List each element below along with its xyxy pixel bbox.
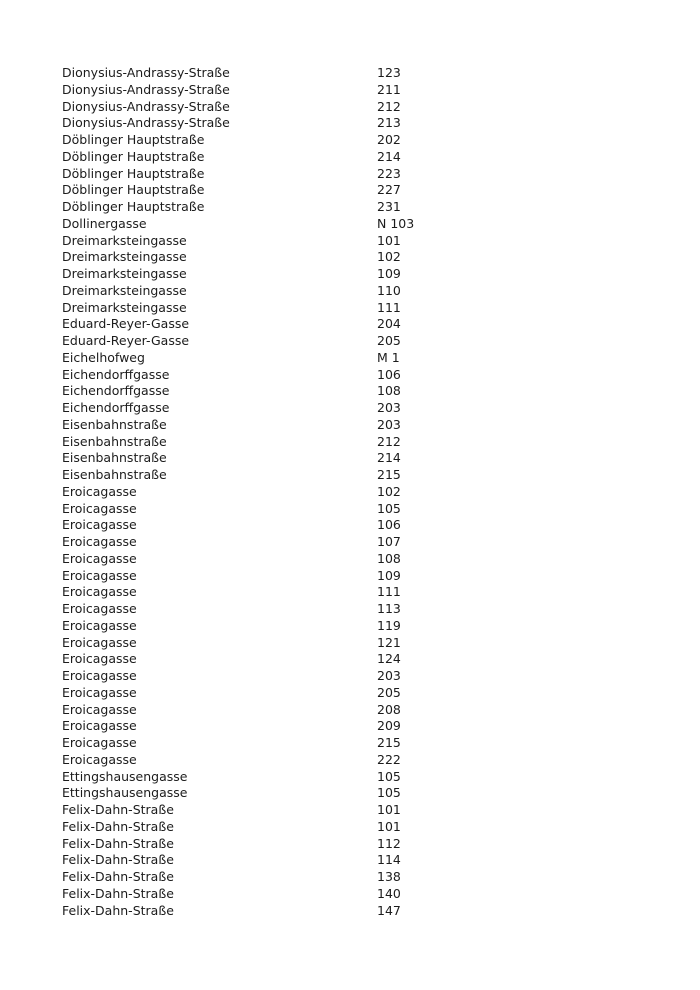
street-name: Dreimarksteingasse [62,266,187,281]
table-row [62,601,662,618]
table-row [62,501,662,518]
table-row [62,166,662,183]
table-row [62,115,662,132]
table-row [62,735,662,752]
house-number: 215 [377,735,401,750]
table-row [62,400,662,417]
house-number: 147 [377,902,401,918]
street-name: Eroicagasse [62,584,137,600]
table-row [62,568,662,585]
street-name: Dionysius-Andrassy-Straße [62,98,230,114]
street-name: Eroicagasse [62,617,137,633]
street-name: Eroicagasse [62,500,137,516]
street-name: Eroicagasse [62,735,137,750]
house-number: 203 [377,668,401,683]
house-number: 214 [377,450,401,466]
house-number: 112 [377,835,401,851]
street-name: Eichendorffgasse [62,400,170,415]
table-row [62,903,662,920]
street-name: Dollinergasse [62,215,147,231]
house-number: 113 [377,601,401,616]
house-number: 203 [377,400,401,415]
house-number: 215 [377,467,401,482]
street-name: Eroicagasse [62,534,137,549]
street-name: Eduard-Reyer-Gasse [62,316,190,332]
table-row [62,149,662,166]
table-row [62,283,662,300]
street-name: Eroicagasse [62,701,137,717]
table-row [62,249,662,266]
house-number: 204 [377,316,401,332]
street-name: Eroicagasse [62,634,137,650]
house-number: 121 [377,634,401,650]
table-row [62,367,662,384]
street-name: Eroicagasse [62,684,137,700]
table-row [62,802,662,819]
house-number: 119 [377,617,401,633]
table-row [62,484,662,501]
street-name: Felix-Dahn-Straße [62,869,174,884]
house-number: 212 [377,98,401,114]
table-row [62,99,662,116]
house-number: 138 [377,869,401,884]
street-name: Eichendorffgasse [62,383,170,399]
street-name: Dionysius-Andrassy-Straße [62,65,230,80]
house-number: 101 [377,232,401,248]
house-number: 203 [377,416,401,432]
table-row [62,517,662,534]
street-name: Felix-Dahn-Straße [62,902,174,918]
house-number: 114 [377,852,401,868]
house-number: 111 [377,299,401,315]
house-number: 123 [377,65,401,80]
street-name: Dionysius-Andrassy-Straße [62,81,230,97]
table-row [62,668,662,685]
street-name: Dreimarksteingasse [62,282,187,298]
street-name: Döblinger Hauptstraße [62,165,205,181]
street-name: Ettingshausengasse [62,768,188,784]
street-name: Eroicagasse [62,483,137,499]
table-row [62,635,662,652]
table-row [62,551,662,568]
house-number: 106 [377,517,401,533]
house-number: 214 [377,148,401,164]
table-row [62,836,662,853]
street-name: Döblinger Hauptstraße [62,148,205,164]
table-row [62,618,662,635]
street-name: Felix-Dahn-Straße [62,818,174,834]
street-name: Eisenbahnstraße [62,450,167,466]
table-row [62,199,662,216]
house-number: 108 [377,383,401,399]
house-number: 211 [377,81,401,97]
street-name: Döblinger Hauptstraße [62,182,205,198]
street-name: Eichendorffgasse [62,366,170,382]
street-name: Eichelhofweg [62,349,145,365]
house-number: 106 [377,366,401,382]
house-number: 231 [377,199,401,214]
table-row [62,233,662,250]
table-row [62,333,662,350]
street-name: Döblinger Hauptstraße [62,199,205,214]
street-name: Dionysius-Andrassy-Straße [62,115,230,131]
street-name: Eisenbahnstraße [62,467,167,482]
street-name: Felix-Dahn-Straße [62,835,174,851]
house-number: 227 [377,182,401,198]
street-name: Eisenbahnstraße [62,433,167,449]
house-number: 208 [377,701,401,717]
table-row [62,718,662,735]
street-name: Felix-Dahn-Straße [62,852,174,868]
house-number: 109 [377,567,401,583]
table-row [62,685,662,702]
house-number: 111 [377,584,401,600]
street-name: Eroicagasse [62,651,137,667]
house-number: 223 [377,165,401,181]
table-row [62,417,662,434]
house-number: 107 [377,534,401,549]
table-row [62,534,662,551]
street-name: Eroicagasse [62,567,137,583]
house-number: 105 [377,768,401,784]
house-number: 101 [377,818,401,834]
street-name: Eroicagasse [62,668,137,683]
table-row [62,316,662,333]
house-number: N 103 [377,215,415,231]
table-row [62,819,662,836]
table-row [62,651,662,668]
house-number: 140 [377,885,401,901]
street-name: Dreimarksteingasse [62,299,187,315]
street-name: Eroicagasse [62,601,137,616]
house-number: 101 [377,802,401,817]
house-number: 108 [377,550,401,566]
street-name: Eduard-Reyer-Gasse [62,333,190,348]
house-number: 102 [377,483,401,499]
street-name: Döblinger Hauptstraße [62,132,205,147]
street-name: Eisenbahnstraße [62,416,167,432]
house-number: 105 [377,500,401,516]
table-row [62,82,662,99]
street-name: Dreimarksteingasse [62,249,187,265]
table-row [62,266,662,283]
house-number: M 1 [377,349,400,365]
table-row [62,702,662,719]
house-number: 110 [377,282,401,298]
table-row [62,869,662,886]
house-number: 202 [377,132,401,147]
street-list [62,65,662,919]
street-name: Ettingshausengasse [62,785,188,801]
house-number: 205 [377,684,401,700]
house-number: 205 [377,333,401,348]
house-number: 124 [377,651,401,667]
table-row [62,300,662,317]
table-row [62,467,662,484]
house-number: 102 [377,249,401,265]
table-row [62,584,662,601]
house-number: 209 [377,718,401,734]
table-row [62,216,662,233]
house-number: 109 [377,266,401,281]
street-name: Eroicagasse [62,718,137,734]
street-name: Eroicagasse [62,550,137,566]
street-name: Felix-Dahn-Straße [62,802,174,817]
table-row [62,852,662,869]
table-row [62,886,662,903]
table-row [62,752,662,769]
street-name: Felix-Dahn-Straße [62,885,174,901]
table-row [62,350,662,367]
street-name: Eroicagasse [62,751,137,767]
table-row [62,182,662,199]
house-number: 213 [377,115,401,131]
house-number: 212 [377,433,401,449]
table-row [62,383,662,400]
table-row [62,785,662,802]
table-row [62,450,662,467]
table-row [62,65,662,82]
house-number: 222 [377,751,401,767]
street-name: Dreimarksteingasse [62,232,187,248]
table-row [62,434,662,451]
street-name: Eroicagasse [62,517,137,533]
table-row [62,769,662,786]
house-number: 105 [377,785,401,801]
table-row [62,132,662,149]
